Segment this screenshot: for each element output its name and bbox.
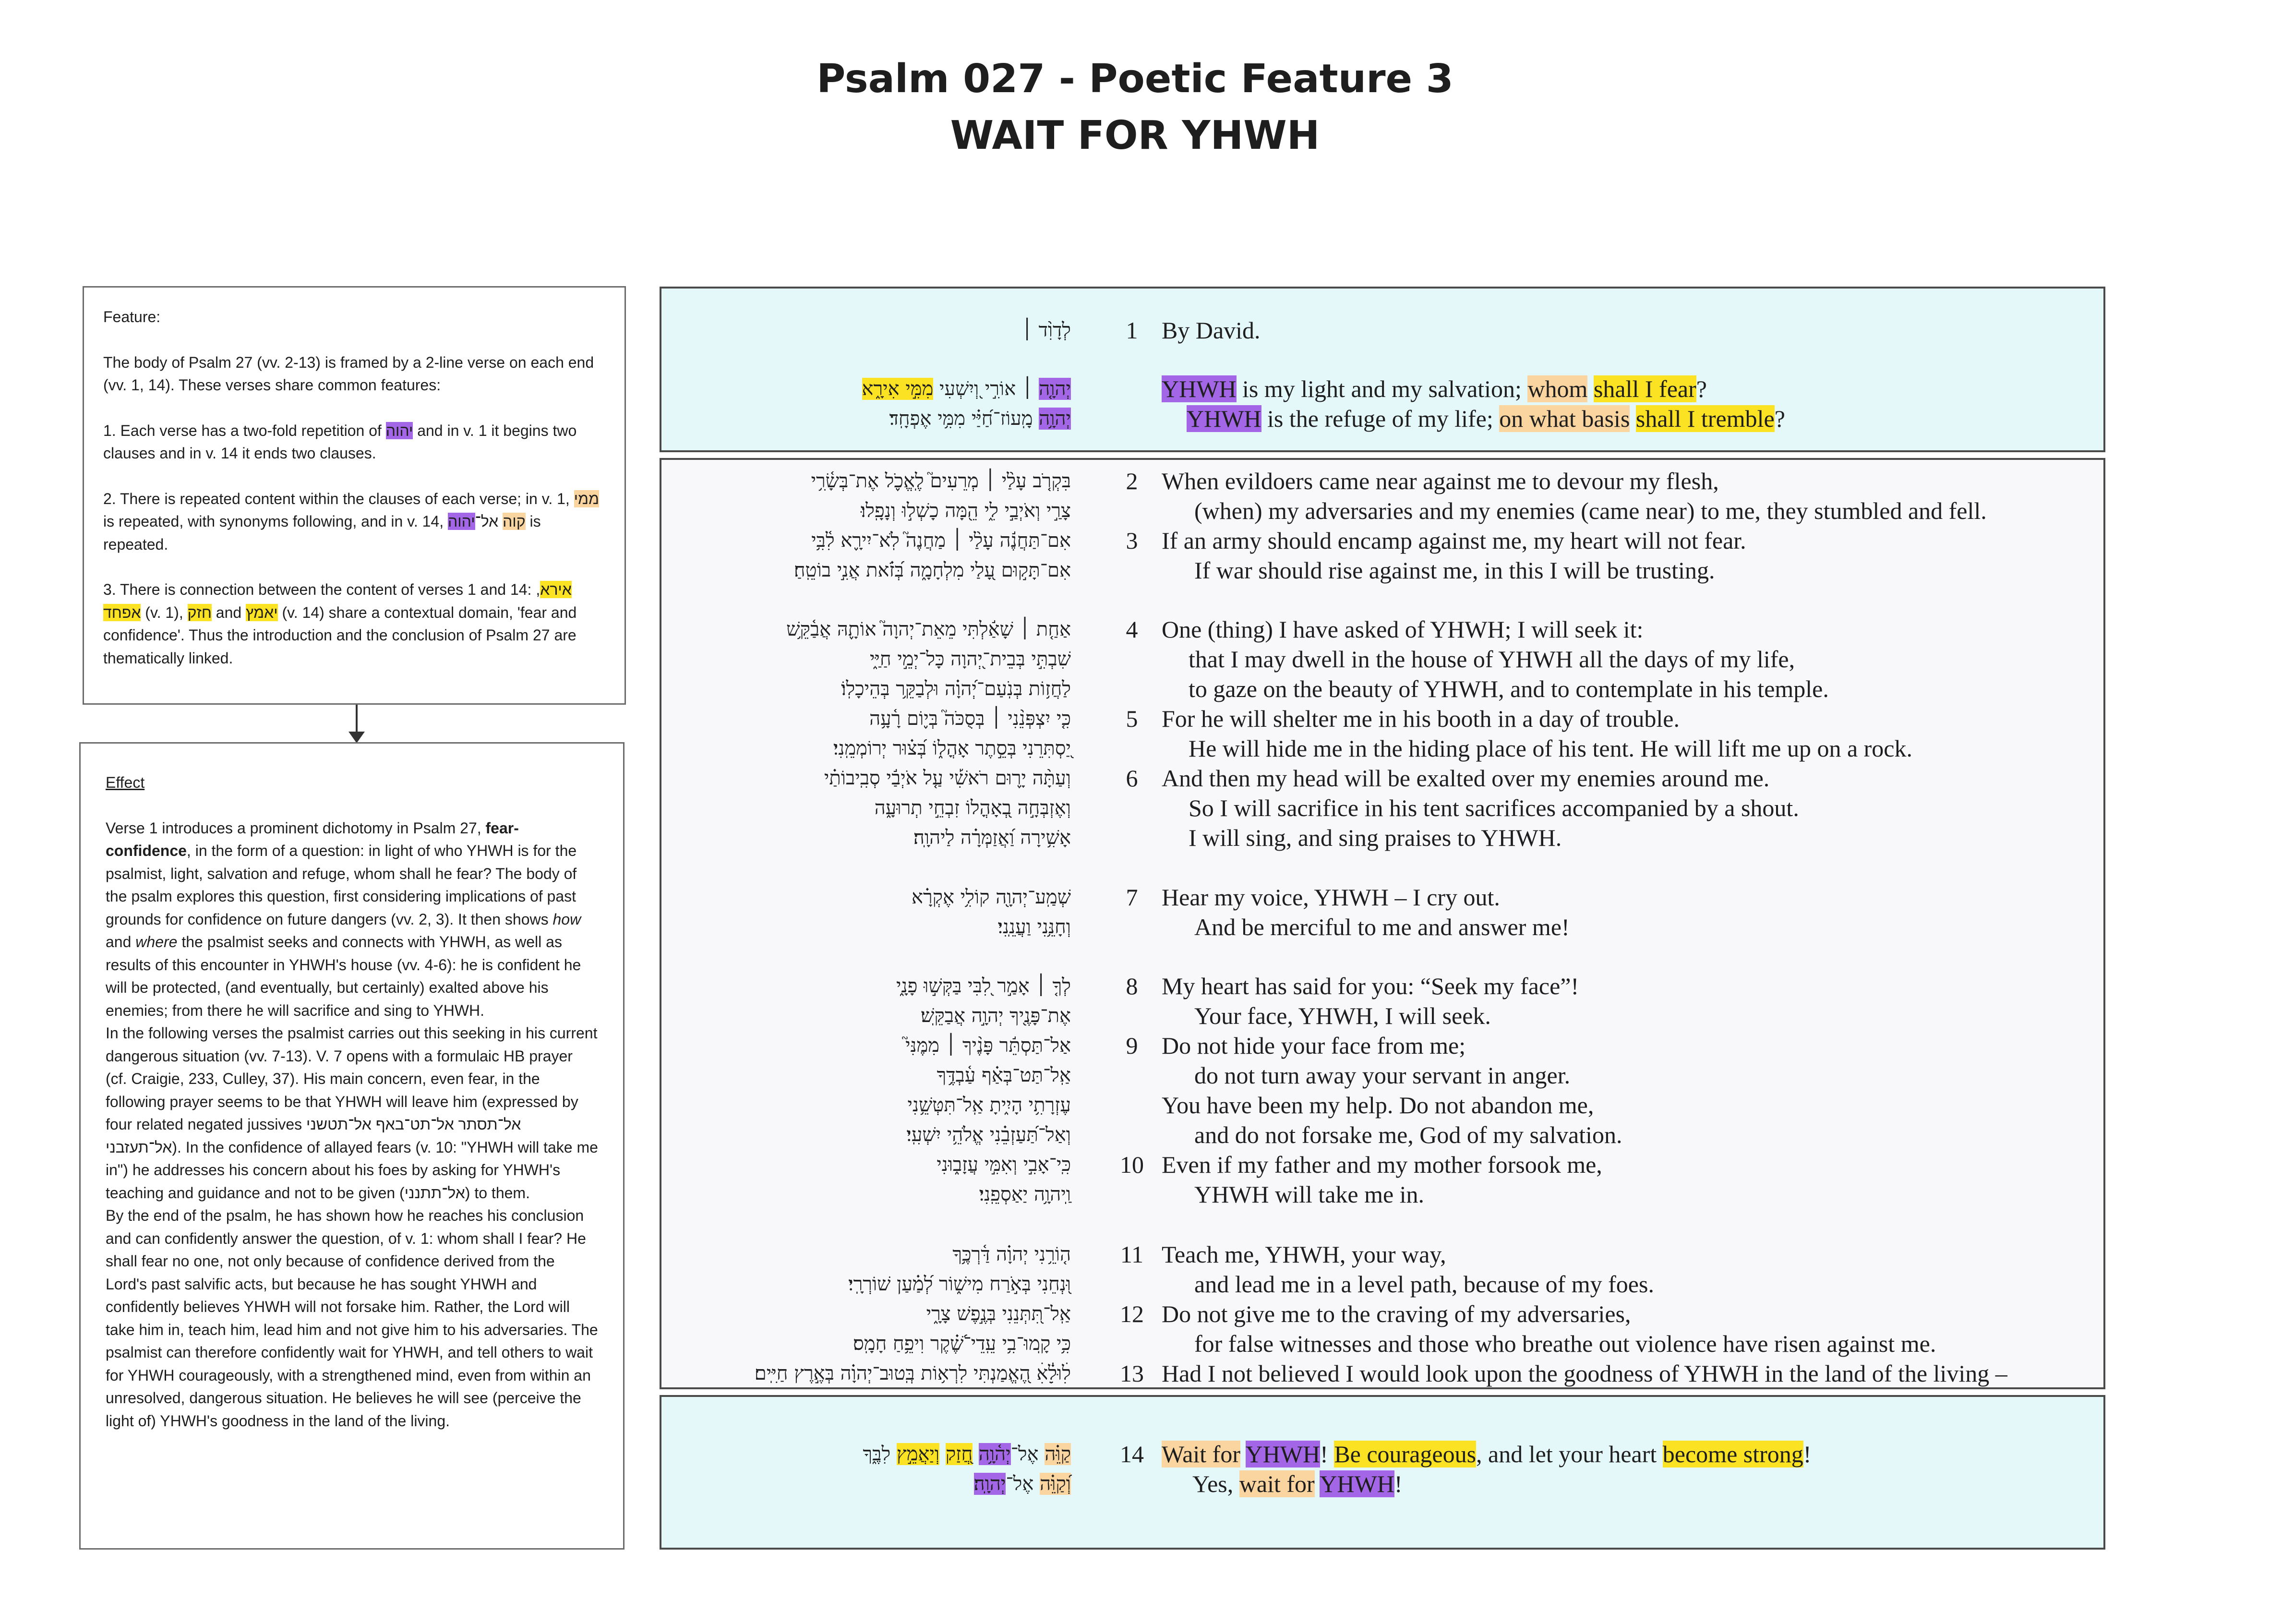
hebrew-line: כִּ֥י קָֽמוּ־בִ֥י עֵֽדֵי־שֶׁ֝֗קֶר וִיפֵ֥חַ חָמָֽס׃ (853, 1333, 1071, 1355)
verse-number: 12 (1120, 1300, 1144, 1327)
english-line: You have been my help. Do not abandon me, (1162, 1092, 1594, 1119)
effect-paragraph-1: Verse 1 introduces a prominent dichotomy in Psalm 27, fear-confidence, in the form of a question: in light of who YHWH is for the psalmist, light, salvation and refuge, whom shall he fear? The body of the psalm explores this question, first considering implications of past grounds for confidence on future dangers (vv. 2, 3). It then shows how and where the psalmist seeks and connects with YHWH, as well as results of this encounter in YHWH's house (vv. 4-6): he is confident he will be protected, (and eventually, but certainly) exalted above his enemies; from there he will sacrifice and sing to YHWH. (106, 819, 581, 1019)
hebrew-line: אַחַ֤ת ׀ שָׁאַ֬לְתִּי מֵאֵת־יְהוָה֮ אוֹתָ֪הּ אֲבַ֫קֵּ֥שׁ (786, 618, 1071, 640)
english-line: Yes, wait for YHWH! (1192, 1470, 1403, 1497)
verse-number: 3 (1126, 527, 1138, 554)
effect-note (79, 742, 625, 1550)
verse-number: 1 (1126, 317, 1138, 344)
english-line: Even if my father and my mother forsook me, (1162, 1151, 1602, 1178)
verse-number: 7 (1126, 884, 1138, 911)
english-line: Hear my voice, YHWH – I cry out. (1162, 884, 1500, 911)
verse-number: 8 (1126, 973, 1138, 999)
hebrew-line: יְהוָ֥ה מָֽעוֹז־חַ֝יַּ֗י מִמִּ֥י אֶפְחָֽד׃ (889, 408, 1071, 430)
feature-point-2: 2. There is repeated content within the clauses of each verse; in v. 1, ממי is repeated, with synonyms following, and in v. 14, קוה אל־יהוה is repeated. (103, 490, 599, 553)
verse-number: 11 (1120, 1241, 1144, 1268)
verse-number: 6 (1126, 765, 1138, 792)
page-subtitle: WAIT FOR YHWH (950, 113, 1320, 158)
effect-heading: Effect (106, 774, 145, 791)
hebrew-line: אַל־תַּסְתֵּ֬ר פָּנֶ֨יךָ ׀ מִמֶּנִּי֮ (905, 1035, 1071, 1057)
hebrew-line: וְאַל־תַּ֝עַזְבֵ֗נִי אֱלֹהֵ֥י יִשְׁעִֽי׃ (906, 1124, 1071, 1146)
hebrew-line: ה֤וֹרֵ֥נִי יְהוָ֗ה דַּ֫רְכֶּ֥ךָ (952, 1243, 1071, 1265)
hebrew-line: וְ֝קַוֵּ֗ה אֶל־יְהוָֽה׃ (973, 1473, 1071, 1495)
english-line: for false witnesses and those who breathe out violence have risen against me. (1194, 1330, 1936, 1357)
fear-word-highlight: אפחד (103, 603, 141, 621)
effect-paragraph-3: By the end of the psalm, he has shown how he reaches his conclusion and can confidently answer the question, of v. 1: whom shall I fear? He shall fear no one, not only because of confidence derived from the Lord's past salvific acts, but because he has sought YHWH and confidently believes YHWH will not forsake him. Rather, the Lord will take him in, teach him, lead him and not give him to his adversaries. The psalmist can therefore confidently wait for YHWH, and tell others to wait for YHWH courageously, with a strengthened mind, even from within an unresolved, dangerous situation. He believes he will see (perceive the light of) YHWH's goodness in the land of the living. (106, 1207, 598, 1430)
feature-note (83, 286, 626, 705)
english-line: And then my head will be exalted over my enemies around me. (1162, 765, 1770, 792)
english-line: to gaze on the beauty of YHWH, and to contemplate in his temple. (1189, 675, 1829, 702)
english-line: YHWH will take me in. (1194, 1181, 1425, 1208)
hebrew-line: לׅׄוּלֵׅׄ֗אׅׄ הֶ֭אֱמַנְתִּי לִרְא֥וֹת בְּֽטוּב־יְהוָ֗ה בְּאֶ֣רֶץ חַיִּֽים׃ (754, 1362, 1071, 1384)
hebrew-line: אַֽל־תַּט־בְּאַ֗ף עַ֫בְדֶּ֥ךָ (937, 1064, 1071, 1086)
english-line: Had I not believed I would look upon the goodness of YHWH in the land of the living – (1162, 1360, 2007, 1387)
feature-point-1: 1. Each verse has a two-fold repetition of יהוה and in v. 1 it begins two clauses and in v. 14 it ends two clauses. (103, 421, 577, 462)
hebrew-line: וְעַתָּ֨ה יָר֪וּם רֹאשִׁ֡י עַ֤ל אֹיְבַ֬י סְבִֽיבוֹתַ֗י (824, 767, 1071, 789)
feature-heading: Feature: (103, 308, 161, 325)
english-line: When evildoers came near against me to devour my flesh, (1162, 468, 1719, 494)
hebrew-line: צָרַ֣י וְאֹיְבַ֣י לִ֑י הֵ֖מָּה כָשְׁל֣וּ וְנָפָֽלוּ׃ (860, 500, 1071, 522)
hebrew-line: לְךָ֤ ׀ אָמַ֣ר לִ֭בִּי בַּקְּשׁ֣וּ פָנָ֑י (896, 975, 1071, 997)
yhwh-highlight: יהוה (385, 421, 413, 439)
hebrew-line: בִּקְרֹ֤ב עָלַ֨י ׀ מְרֵעִים֮ לֶֽאֱכֹ֪ל אֶת־בְּשָׂ֫רִ֥י (811, 470, 1071, 492)
hebrew-line: אָשִׁ֥ירָה וַ֝אֲזַמְּרָ֗ה לַיהוָֽה׃ (913, 827, 1071, 849)
arrow-down-icon (348, 732, 365, 743)
english-line: Wait for YHWH! Be courageous, and let your heart become strong! (1162, 1441, 1812, 1468)
english-line: He will hide me in the hiding place of his tent. He will lift me up on a rock. (1189, 735, 1912, 762)
english-line: I will sing, and sing praises to YHWH. (1189, 824, 1562, 851)
qawweh-highlight: קוה (503, 513, 526, 530)
english-line: So I will sacrifice in his tent sacrifices accompanied by a shout. (1189, 794, 1799, 821)
english-line: If war should rise against me, in this I will be trusting. (1194, 557, 1715, 584)
english-line: Teach me, YHWH, your way, (1162, 1241, 1446, 1268)
hebrew-line: קַוֵּ֗ה אֶל־יְה֫וָ֥ה חֲ֭זַק וְיַאֲמֵ֣ץ לִבֶּ֑ךָ (863, 1443, 1071, 1465)
verse-number: 9 (1126, 1032, 1138, 1059)
english-line: Do not give me to the craving of my adversaries, (1162, 1300, 1631, 1327)
page-title: Psalm 027 - Poetic Feature 3 (817, 56, 1453, 102)
verse-number: 14 (1120, 1441, 1144, 1468)
verse-number: 4 (1126, 616, 1138, 643)
english-line: that I may dwell in the house of YHWH all the days of my life, (1189, 646, 1795, 673)
feature-intro: The body of Psalm 27 (vv. 2-13) is framed by a 2-line verse on each end (vv. 1, 14). These verses share common features: (103, 353, 594, 394)
hebrew-line: כִּ֤י יִצְפְּנֵ֨נִי ׀ בְּסֻכֹּה֮ בְּי֪וֹם רָ֫עָ֥ה (869, 708, 1071, 730)
english-line: Do not hide your face from me; (1162, 1032, 1466, 1059)
hebrew-line: וְחָנֵּ֥נִי וַעֲנֵֽנִי׃ (997, 916, 1071, 938)
hebrew-line: יְהוָ֤ה ׀ אוֹרִ֣י וְ֭יִשְׁעִי מִמִּ֣י אִירָ֑א (862, 378, 1071, 400)
hebrew-line: שִׁבְתִּ֣י בְּבֵית־יְ֭הוָה כָּל־יְמֵ֣י חַיַּ֑י (869, 648, 1071, 670)
english-line: do not turn away your servant in anger. (1194, 1062, 1571, 1089)
confidence-word-highlight: חזק (187, 603, 212, 621)
hebrew-line: וְאֶזְבְּחָ֣ה בְ֭אָהֳלוֹ זִבְחֵ֣י תְרוּעָ֑ה (874, 797, 1071, 819)
hebrew-line: אִם־תַּחֲנֶ֬ה עָלַ֨י ׀ מַחֲנֶה֮ לֹֽא־יִירָ֪א לִ֫בִּ֥י (811, 529, 1071, 552)
english-line: And be merciful to me and answer me! (1194, 914, 1570, 940)
hebrew-line: עֶזְרָתִ֥י הָיִ֑יתָ אַֽל־תִּטְּשֵׁ֥נִי (907, 1094, 1071, 1116)
english-line: YHWH is my light and my salvation; whom shall I fear? (1162, 375, 1707, 402)
english-line: and lead me in a level path, because of my foes. (1194, 1271, 1654, 1298)
english-line: One (thing) I have asked of YHWH; I will seek it: (1162, 616, 1644, 643)
english-line: By David. (1162, 317, 1261, 344)
hebrew-line: לְדָוִ֨ד ׀ (1021, 319, 1071, 341)
english-line: My heart has said for you: “Seek my face”! (1162, 973, 1579, 999)
english-line: For he will shelter me in his booth in a day of trouble. (1162, 705, 1680, 732)
verse-number: 10 (1120, 1151, 1144, 1178)
hebrew-line: כִּֽי־אָבִ֣י וְאִמִּ֣י עֲזָב֑וּנִי (937, 1154, 1071, 1176)
hebrew-line: אִם־תָּק֣וּם עָ֭לַי מִלְחָמָ֑ה בְּ֝זֹ֗את אֲנִ֣י בוֹטֵֽחַ׃ (793, 559, 1071, 581)
fear-word-highlight: אירא (540, 581, 572, 598)
hebrew-line: לַחֲז֥וֹת בְּנֹֽעַם־יְ֝הוָ֗ה וּלְבַקֵּ֥ר בְּהֵיכָלֽוֹ׃ (841, 678, 1071, 700)
connector-line (356, 705, 358, 734)
hebrew-line: וַֽיהוָ֥ה יַאַסְפֵֽנִי׃ (979, 1183, 1071, 1205)
yhwh-highlight: יהוה (448, 513, 475, 530)
verse-number: 13 (1120, 1360, 1144, 1387)
effect-paragraph-2: In the following verses the psalmist carries out this seeking in his current dangerous situation (vv. 7-13). V. 7 opens with a formulaic HB prayer (cf. Craigie, 233, Culley, 37). His main concern, even fear, in the following prayer seems to be that YHWH will leave him (expressed by four related negated jussives אל־תסתר אל־תט־באף אל־תטשני אל־תעזבני). In the confidence of allayed fears (v. 10: "YHWH will take me in") he addresses his concern about his foes by asking for YHWH's teaching and guidance and not to be given (אל־תתנני) to them. (106, 1024, 598, 1202)
confidence-word-highlight: יאמץ (246, 603, 278, 621)
english-line: If an army should encamp against me, my heart will not fear. (1162, 527, 1746, 554)
verse-number: 5 (1126, 705, 1138, 732)
hebrew-line: אַֽל־תִּ֭תְּנֵנִי בְּנֶ֣פֶשׁ צָרָ֑י (926, 1303, 1071, 1325)
hebrew-line: יַ֭סְתִּרֵנִי בְּסֵ֣תֶר אָהֳל֑וֹ בְּ֝צ֗וּר יְרוֹמְמֵֽנִי׃ (833, 737, 1071, 759)
hebrew-line: וּ֭נְחֵנִי בְּאֹ֣רַח מִישׁ֑וֹר לְ֝מַ֗עַן שׁוֹרְרָֽי׃ (848, 1273, 1071, 1295)
hebrew-line: אֶת־פָּנֶ֖יךָ יְהוָ֣ה אֲבַקֵּֽשׁ׃ (921, 1005, 1071, 1027)
english-line: and do not forsake me, God of my salvation. (1194, 1121, 1622, 1148)
hebrew-line: שְׁמַֽע־יְהוָ֖ה קוֹלִ֥י אֶקְרָ֗א (911, 886, 1071, 908)
verse-number: 2 (1126, 468, 1138, 494)
feature-point-3: 3. There is connection between the content of verses 1 and 14: אירא, אפחד (v. 1), חזק and יאמץ (v. 14) share a contextual domain, 'fear and confidence'. Thus the introduction and the conclusion of Psalm 27 are thematically linked. (103, 581, 577, 667)
english-line: (when) my adversaries and my enemies (came near) to me, they stumbled and fell. (1194, 497, 1987, 524)
mimi-highlight: ממי (574, 490, 599, 507)
english-line: Your face, YHWH, I will seek. (1194, 1002, 1491, 1029)
english-line: YHWH is the refuge of my life; on what basis shall I tremble? (1187, 405, 1785, 432)
